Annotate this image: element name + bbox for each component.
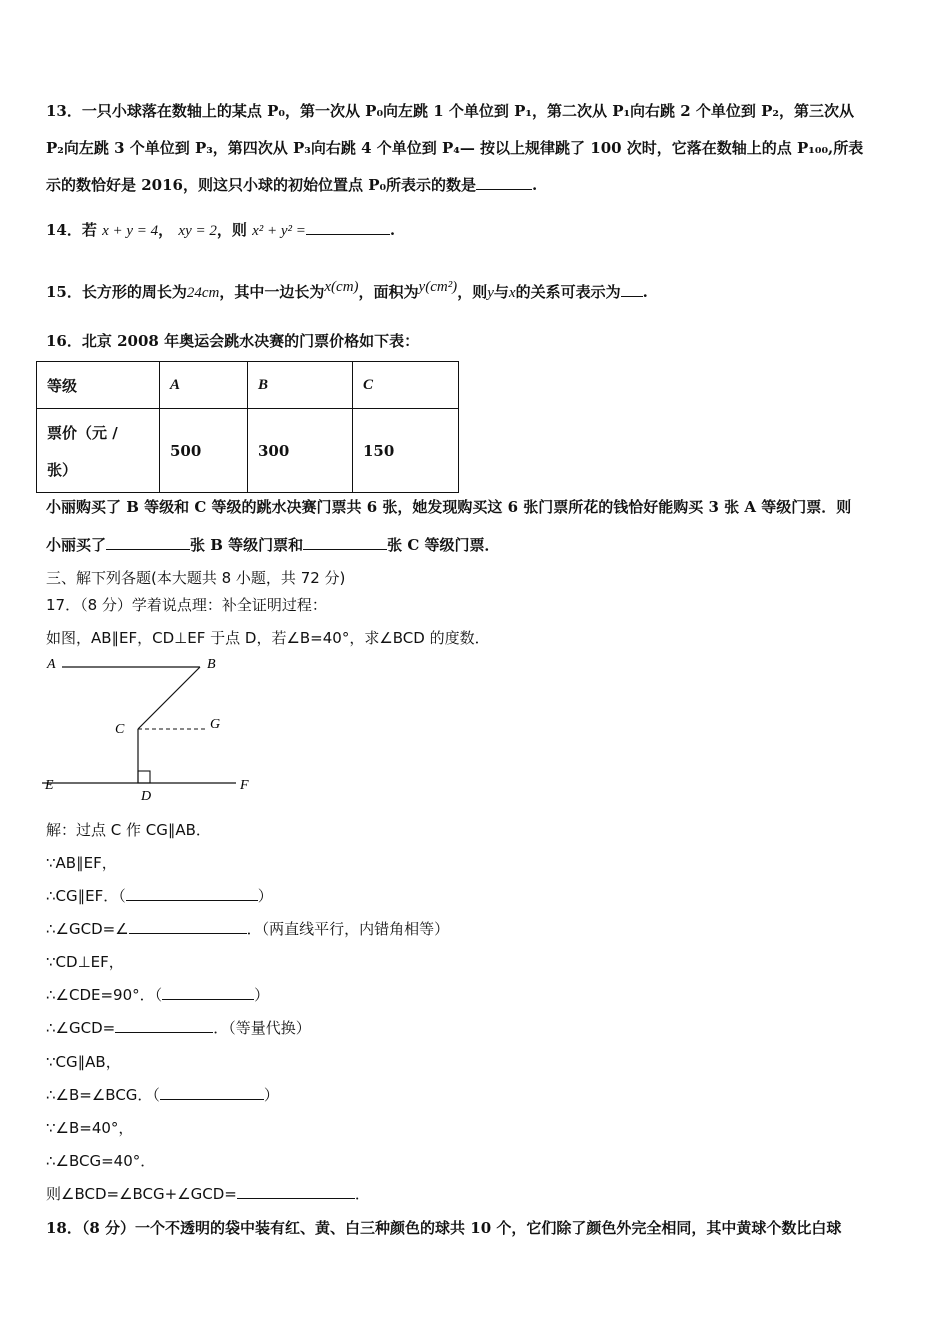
q13-line-2: P₂向左跳 3 个单位到 P₃，第四次从 P₃向右跳 4 个单位到 P₄— 按以上规律跳了 100 次时，它落在数轴上的点 P₁₀₀,所表: [46, 139, 864, 157]
q17-step-11: ∴∠BCG=40°．: [46, 1152, 156, 1170]
q17-step-3-text: ∴CG∥EF．（: [46, 887, 126, 905]
q17-blank-3[interactable]: [126, 886, 258, 901]
label-f: F: [240, 778, 249, 793]
q14-mid: ，则: [216, 221, 247, 239]
q15-line: 15．长方形的周长为24cm，其中一边长为x(cm)，面积为y(cm²)，则y与x的关系可表示为 .: [46, 279, 648, 301]
table-header-b: B: [248, 362, 353, 409]
q17-step-1: 解：过点 C 作 CG∥AB．: [46, 821, 211, 839]
q17-step-9: [46, 1085, 279, 1105]
q17-period-12: ．: [354, 1185, 370, 1203]
q16-intro: 16．北京 2008 年奥运会跳水决赛的门票价格如下表：: [46, 332, 420, 350]
q17-step-5: ∵CD⊥EF，: [46, 953, 124, 971]
right-angle-mark: [138, 771, 150, 783]
q13-line-1: 13．一只小球落在数轴上的某点 P₀，第一次从 P₀向左跳 1 个单位到 P₁，第二次从 P₁向右跳 2 个单位到 P₂，第三次从: [46, 102, 854, 120]
table-price-a: 500: [160, 409, 248, 493]
table-row-label-2: 张）: [47, 460, 78, 479]
table-header-c: C: [353, 362, 459, 409]
q16-text-2c: 张 C 等级门票．: [387, 536, 500, 554]
q17-step-12: [46, 1184, 370, 1204]
q17-paren-6: ）: [254, 986, 270, 1004]
q15-mid-3: ，则: [457, 283, 488, 301]
q13-line-3: 示的数恰好是 2016，则这只小球的初始位置点 P₀所表示的数是 .: [46, 176, 538, 194]
q17-step-7: [46, 1018, 311, 1038]
q17-step-4: [46, 919, 449, 939]
q15-suffix: 的关系可表示为: [515, 283, 621, 301]
q17-problem: 如图，AB∥EF，CD⊥EF 于点 D，若∠B=40°，求∠BCD 的度数．: [46, 629, 490, 647]
q13-answer-blank[interactable]: [476, 175, 532, 190]
q17-step-9-text: ∴∠B=∠BCG．（: [46, 1086, 160, 1104]
q16-text-1: 小丽购买了 B 等级和 C 等级的跳水决赛门票共 6 张，她发现购买这 6 张门票所花的钱恰好能购买 3 张 A 等级门票．则: [46, 498, 852, 516]
q17-blank-12[interactable]: [237, 1184, 355, 1199]
q14-eq-2: xy = 2: [178, 223, 217, 239]
q14-answer-blank[interactable]: [306, 220, 390, 235]
ticket-price-table: [36, 361, 459, 493]
q17-step-3: [46, 886, 273, 906]
q16-blank-b[interactable]: [106, 535, 190, 550]
table-row-label: [37, 409, 160, 493]
table-header-a: A: [160, 362, 248, 409]
label-b: B: [207, 657, 216, 672]
label-a: A: [47, 657, 56, 672]
q15-y: y: [487, 285, 494, 301]
q15-side: x(cm): [324, 279, 359, 295]
q18-line-1: 18．（8 分）一个不透明的袋中装有红、黄、白三种颜色的球共 10 个，它们除了颜色外完全相同，其中黄球个数比白球: [46, 1219, 842, 1237]
line-bc: [138, 667, 200, 729]
q17-blank-9[interactable]: [160, 1085, 264, 1100]
q17-step-10: ∵∠B=40°，: [46, 1119, 134, 1137]
q15-prefix: 15．长方形的周长为: [46, 283, 187, 301]
q17-step-6-text: ∴∠CDE=90°．（: [46, 986, 163, 1004]
label-e: E: [45, 778, 54, 793]
q14-line: 14．若 x + y = 4， xy = 2，则 x² + y² = .: [46, 221, 396, 239]
q16-text-2b: 张 B 等级门票和: [190, 536, 304, 554]
q14-sep: ，: [158, 221, 174, 239]
q17-paren-3: ）: [257, 887, 273, 905]
q15-mid-4: 与: [493, 283, 509, 301]
q17-step-12-text: 则∠BCD=∠BCG+∠GCD=: [46, 1185, 237, 1203]
q17-blank-6[interactable]: [162, 985, 254, 1000]
q17-step-7-text: ∴∠GCD=: [46, 1019, 116, 1037]
label-d: D: [141, 789, 152, 804]
q15-mid-2: ，面积为: [358, 283, 419, 301]
table-header-grade: 等级: [37, 362, 160, 409]
q17-reason-4: ．（两直线平行，内错角相等）: [246, 920, 450, 938]
q16-text-2: [46, 535, 500, 555]
q15-answer-blank[interactable]: [621, 282, 643, 297]
q14-eq-3: x² + y² =: [252, 223, 306, 239]
q13-line-3-text: 示的数恰好是 2016，则这只小球的初始位置点 P₀所表示的数是: [46, 176, 477, 194]
label-g: G: [210, 717, 221, 732]
q17-blank-7[interactable]: [115, 1018, 213, 1033]
q17-reason-7: ．（等量代换）: [213, 1019, 311, 1037]
geometry-figure: [36, 648, 266, 808]
q17-step-2: ∵AB∥EF，: [46, 854, 117, 872]
q15-mid-1: ，其中一边长为: [219, 283, 325, 301]
q17-title: 17．（8 分）学着说点理：补全证明过程：: [46, 596, 327, 614]
section-3-heading: 三、解下列各题(本大题共 8 小题，共 72 分): [46, 569, 346, 587]
q15-x: x: [508, 285, 516, 301]
q15-area: y(cm²): [418, 279, 458, 295]
q15-perimeter: 24cm: [186, 285, 220, 301]
q17-step-6: [46, 985, 269, 1005]
q14-eq-1: x + y = 4: [102, 223, 159, 239]
table-price-b: 300: [248, 409, 353, 493]
label-c: C: [115, 722, 125, 737]
q16-text-2a: 小丽买了: [46, 536, 107, 554]
q17-blank-4[interactable]: [129, 919, 247, 934]
q14-prefix: 14．若: [46, 221, 97, 239]
q17-step-8: ∵CG∥AB，: [46, 1053, 121, 1071]
table-row-label-1: 票价（元 /: [47, 423, 118, 442]
q16-blank-c[interactable]: [303, 535, 387, 550]
q17-step-4-text: ∴∠GCD=∠: [46, 920, 129, 938]
table-price-c: 150: [353, 409, 459, 493]
q17-paren-9: ）: [263, 1086, 279, 1104]
